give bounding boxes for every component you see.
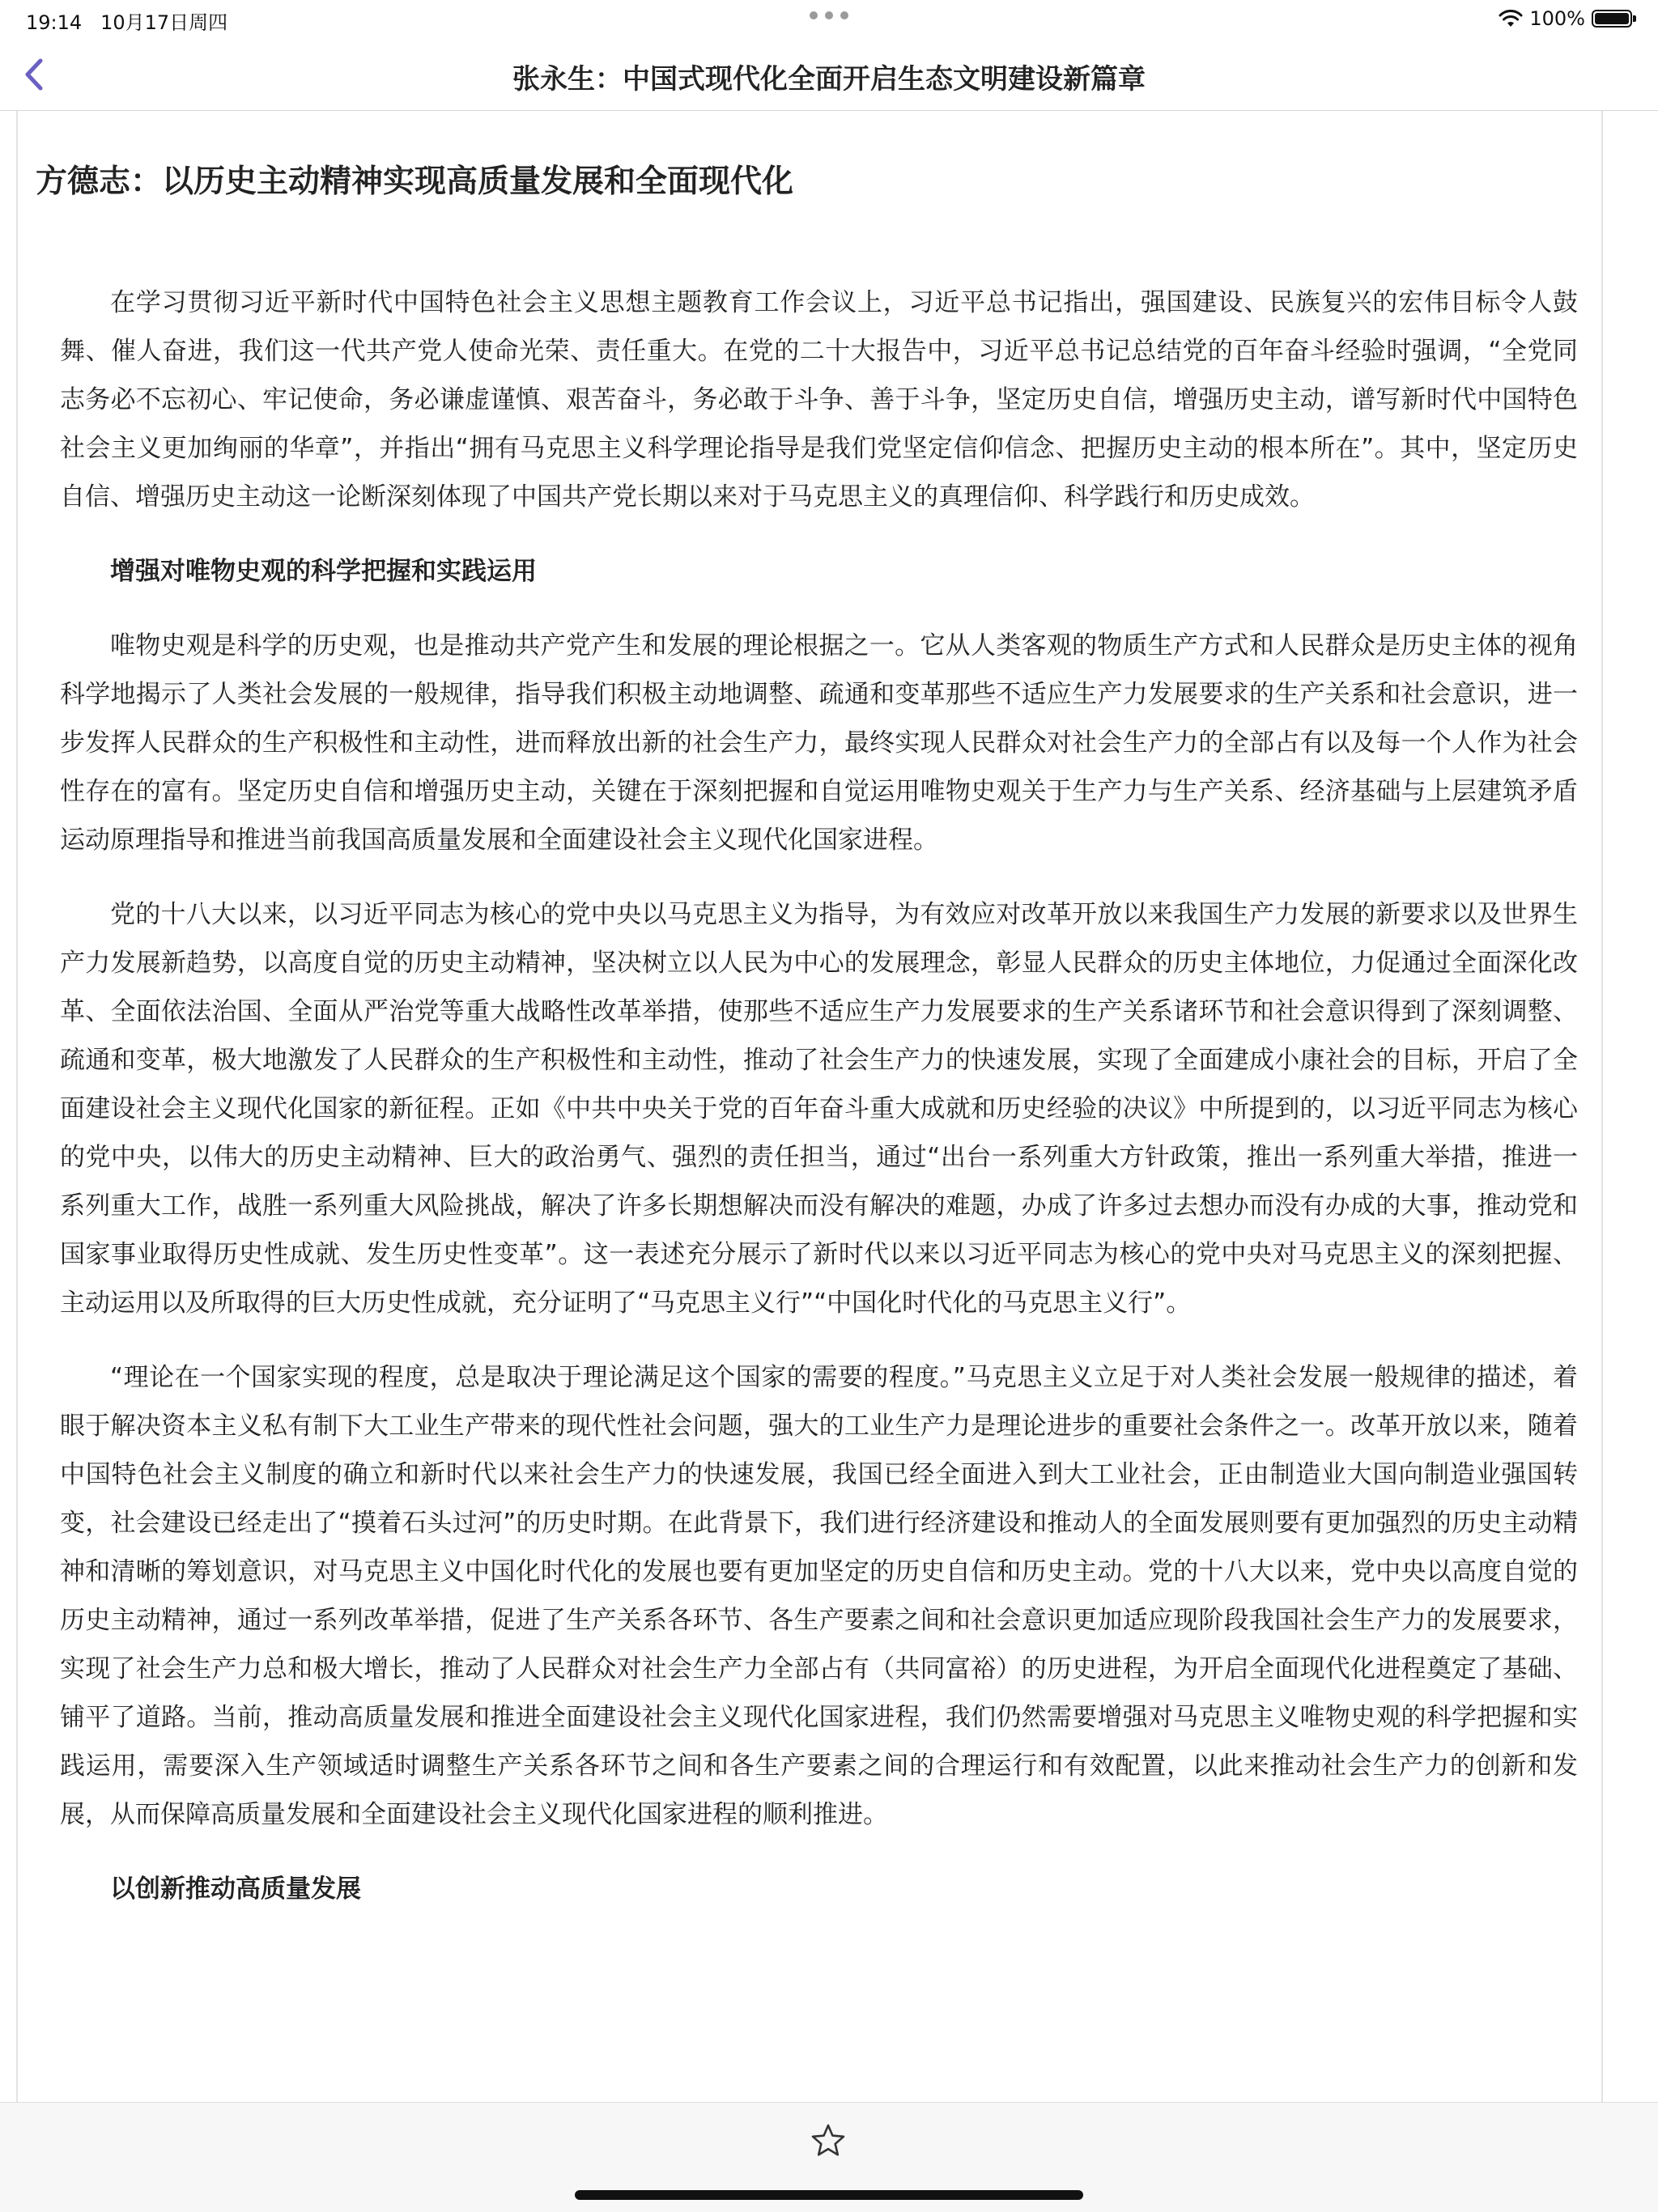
battery-icon [1592,10,1632,28]
multitasking-dots-icon[interactable] [810,11,848,19]
nav-title: 张永生：中国式现代化全面开启生态文明建设新篇章 [512,63,1146,96]
article-title: 方德志：以历史主动精神实现高质量发展和全面现代化 [36,163,794,200]
status-indicators [1499,5,1632,32]
battery-level [1595,13,1629,24]
home-indicator[interactable] [575,2190,1083,2200]
favorite-button[interactable] [808,2121,848,2161]
article-paragraph: 在学习贯彻习近平新时代中国特色社会主义思想主题教育工作会议上，习近平总书记指出，强国建设、民族复兴的宏伟目标令人鼓舞、催人奋进，我们这一代共产党人使命光荣、责任重大。在党的二十大报告中，习近平总书记总结党的百年奋斗经验时强调，“全党同志务必不忘初心、牢记使命，务必谦虚谨慎、艰苦奋斗，务必敢于斗争、善于斗争，坚定历史自信，增强历史主动，谱写新时代中国特色社会主义更加绚丽的华章”，并指出“拥有马克思主义科学理论指导是我们党坚定信仰信念、把握历史主动的根本所在”。其中，坚定历史自信、增强历史主动这一论断深刻体现了中国共产党长期以来对于马克思主义的真理信仰、科学践行和历史成效。 [60,288,1578,512]
star-outline-icon [808,2121,848,2161]
status-time-date: 19:14 10月17日周四 [26,11,228,34]
bottom-toolbar [0,2102,1658,2212]
article-paragraph: 党的十八大以来，以习近平同志为核心的党中央以马克思主义为指导，为有效应对改革开放以来我国生产力发展的新要求以及世界生产力发展新趋势，以高度自觉的历史主动精神，坚决树立以人民为中心的发展理念，彰显人民群众的历史主体地位，力促通过全面深化改革、全面依法治国、全面从严治党等重大战略性改革举措，使那些不适应生产力发展要求的生产关系诸环节和社会意识得到了深刻调整、疏通和变革，极大地激发了人民群众的生产积极性和主动性，推动了社会生产力的快速发展，实现了全面建成小康社会的目标，开启了全面建设社会主义现代化国家的新征程。正如《中共中央关于党的百年奋斗重大成就和历史经验的决议》中所提到的，以习近平同志为核心的党中央，以伟大的历史主动精神、巨大的政治勇气、强烈的责任担当，通过“出台一系列重大方针政策，推出一系列重大举措，推进一系列重大工作，战胜一系列重大风险挑战，解决了许多长期想解决而没有解决的难题，办成了许多过去想办而没有办成的大事，推动党和国家事业取得历史性成就、发生历史性变革”。这一表述充分展示了新时代以来以习近平同志为核心的党中央对马克思主义的深刻把握、主动运用以及所取得的巨大历史性成就，充分证明了“马克思主义行”“中国化时代化的马克思主义行”。 [60,900,1578,1318]
article-paragraph: “理论在一个国家实现的程度，总是取决于理论满足这个国家的需要的程度。”马克思主义立足于对人类社会发展一般规律的描述，着眼于解决资本主义私有制下大工业生产带来的现代性社会问题，强大的工业生产力是理论进步的重要社会条件之一。改革开放以来，随着中国特色社会主义制度的确立和新时代以来社会生产力的快速发展，我国已经全面进入到大工业社会，正由制造业大国向制造业强国转变，社会建设已经走出了“摸着石头过河”的历史时期。在此背景下，我们进行经济建设和推动人的全面发展则要有更加强烈的历史主动精神和清晰的筹划意识，对马克思主义中国化时代化的发展也要有更加坚定的历史自信和历史主动。党的十八大以来，党中央以高度自觉的历史主动精神，通过一系列改革举措，促进了生产关系各环节、各生产要素之间和社会意识更加适应现阶段我国社会生产力的发展要求，实现了社会生产力总和极大增长，推动了人民群众对社会生产力全部占有（共同富裕）的历史进程，为开启全面现代化进程奠定了基础、铺平了道路。当前，推动高质量发展和推进全面建设社会主义现代化国家进程，我们仍然需要增强对马克思主义唯物史观的科学把握和实践运用，需要深入生产领域适时调整生产关系各环节之间和各生产要素之间的合理运行和有效配置，以此来推动社会生产力的创新和发展，从而保障高质量发展和全面建设社会主义现代化国家进程的顺利推进。 [60,1363,1578,1829]
navigation-bar [0,40,1658,111]
status-bar [0,0,1658,40]
wifi-icon [1499,10,1523,28]
section-heading: 增强对唯物史观的科学把握和实践运用 [110,557,537,586]
battery-percent: 100% [1529,7,1585,30]
section-heading: 以创新推动高质量发展 [110,1874,361,1904]
article-body [60,278,1578,1939]
article-page[interactable] [16,111,1603,2102]
article-paragraph: 唯物史观是科学的历史观，也是推动共产党产生和发展的理论根据之一。它从人类客观的物质生产方式和人民群众是历史主体的视角科学地揭示了人类社会发展的一般规律，指导我们积极主动地调整、疏通和变革那些不适应生产力发展要求的生产关系和社会意识，进一步发挥人民群众的生产积极性和主动性，进而释放出新的社会生产力，最终实现人民群众对社会生产力的全部占有以及每一个人作为社会性存在的富有。坚定历史自信和增强历史主动，关键在于深刻把握和自觉运用唯物史观关于生产力与生产关系、经济基础与上层建筑矛盾运动原理指导和推进当前我国高质量发展和全面建设社会主义现代化国家进程。 [60,631,1578,855]
